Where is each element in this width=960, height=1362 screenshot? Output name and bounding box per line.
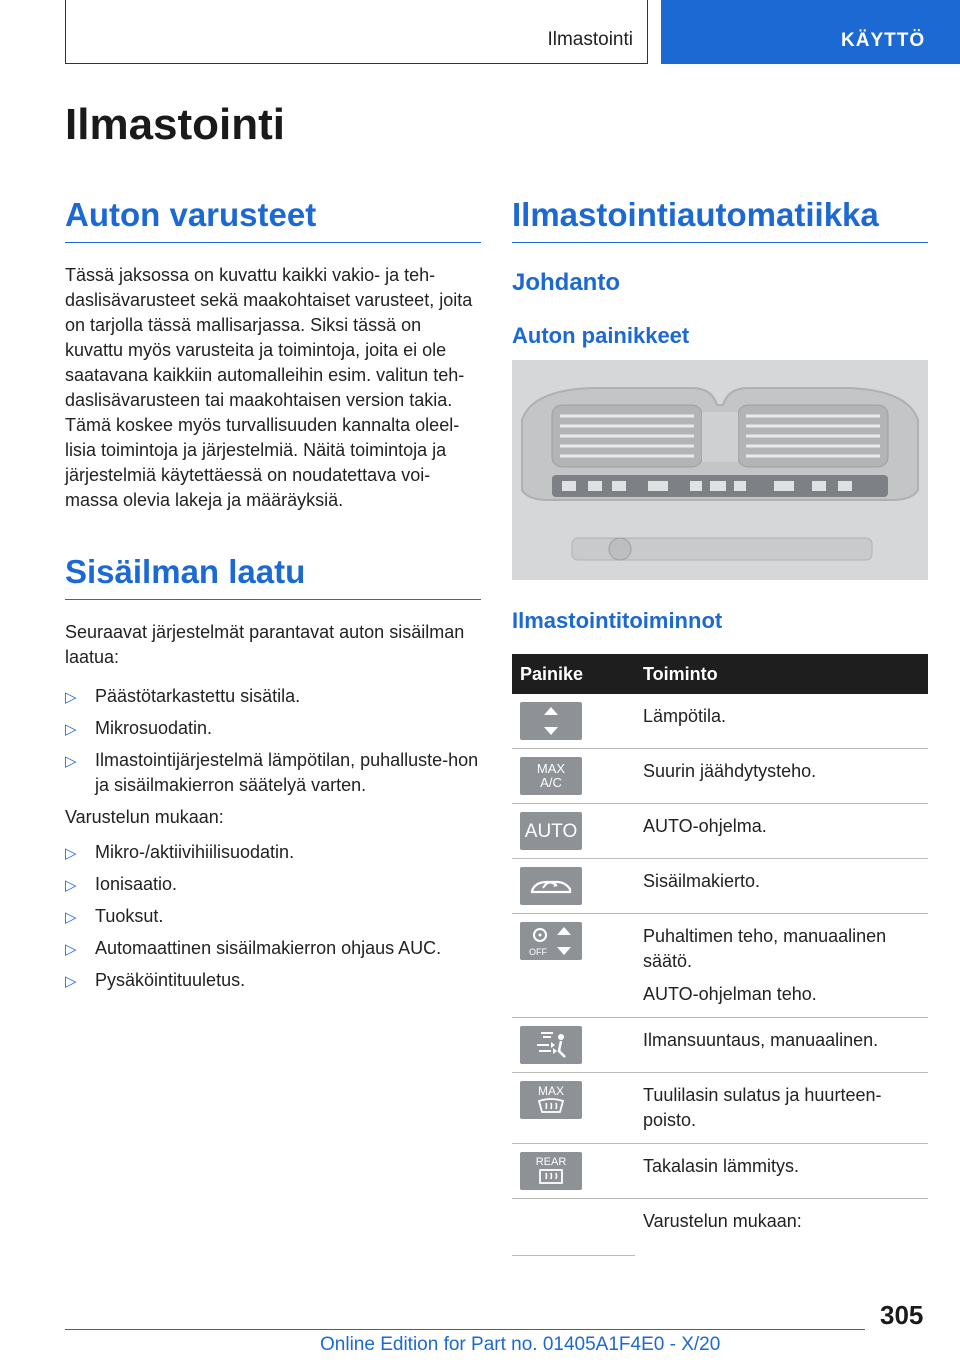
air-distribution-icon — [520, 1026, 582, 1064]
table-cell-function: Takalasin lämmitys. — [635, 1144, 928, 1199]
header-section-box — [65, 0, 648, 64]
right-column-functions — [512, 608, 928, 1256]
bullet-list-standard — [65, 684, 481, 798]
triangle-bullet-icon: ▷ — [65, 753, 77, 770]
table-cell-function: AUTO-ohjelma. — [635, 804, 928, 859]
list-item: ▷ Automaattinen sisäilmakierron ohjaus AUC. — [65, 936, 481, 961]
table-row — [512, 1073, 928, 1144]
table-cell-function: Suurin jäähdytysteho. — [635, 749, 928, 804]
list-item: ▷ Tuoksut. — [65, 904, 481, 929]
table-cell-function: Puhaltimen teho, manuaalinen säätö. — [643, 926, 887, 971]
list-item: ▷ Ionisaatio. — [65, 872, 481, 897]
table-header-row — [512, 654, 928, 694]
page-title: Ilmastointi — [65, 100, 286, 149]
max-ac-icon: MAX A/C — [520, 757, 582, 795]
climate-control-photo — [512, 360, 928, 580]
triangle-bullet-icon: ▷ — [65, 689, 77, 706]
heading-car-buttons: Auton painikkeet — [512, 323, 690, 348]
table-cell-function: Varustelun mukaan: — [643, 1211, 802, 1231]
header-section: Ilmastointi — [547, 29, 633, 50]
list-item: ▷ Mikro-/aktiivihiilisuodatin. — [65, 840, 481, 865]
dashboard-vents-illustration — [512, 360, 928, 580]
temperature-arrows-icon — [520, 702, 582, 740]
heading-climate-automatic: Ilmastointiautomatiikka — [512, 196, 928, 243]
table-cell-function-note: AUTO-ohjelman teho. — [643, 984, 817, 1004]
auto-icon: AUTO — [520, 812, 582, 850]
triangle-bullet-icon: ▷ — [65, 845, 77, 862]
triangle-bullet-icon: ▷ — [65, 721, 77, 738]
triangle-bullet-icon: ▷ — [65, 877, 77, 894]
heading-equipment: Auton varusteet — [65, 196, 481, 243]
header-chapter: KÄYTTÖ — [841, 30, 926, 51]
list-item: ▷ Mikrosuodatin. — [65, 716, 481, 741]
table-row — [512, 914, 928, 1018]
footer-edition-link[interactable]: Online Edition for Part no. 01405A1F4E0 - X/20 — [320, 1334, 721, 1355]
recirculation-icon — [520, 867, 582, 905]
table-row — [512, 694, 928, 749]
functions-table — [512, 654, 928, 1256]
right-column-headings — [512, 196, 928, 349]
table-row — [512, 1018, 928, 1073]
paragraph-equipment: Tässä jaksossa on kuvattu kaikki vakio- ja teh-daslisävarusteet sekä maakohtaiset varusteet, joita on tarjolla tässä mallisarjassa. Siksi tässä on kuvattu myös varusteita ja toimintoja, joita ei ole saatavana kaikkiin automalleihin esim. valitun teh-daslisävarusteen tai maakohtaisen version takia. Tämä koskee myös turvallisuuden kannalta oleel-lisia toimintoja ja järjestelmiä. Näitä toimintoja ja järjestelmiä käytettäessä on noudatettava voi-massa olevia lakeja ja määräyksiä. — [65, 265, 473, 510]
paragraph-air-quality: Seuraavat järjestelmät parantavat auton sisäilman laatua: — [65, 622, 465, 667]
max-defrost-icon: MAX — [520, 1081, 582, 1119]
heading-climate-functions: Ilmastointitoiminnot — [512, 608, 723, 633]
triangle-bullet-icon: ▷ — [65, 941, 77, 958]
table-cell-function: Lämpötila. — [635, 694, 928, 749]
heading-air-quality: Sisäilman laatu — [65, 553, 481, 600]
triangle-bullet-icon: ▷ — [65, 909, 77, 926]
column-header-button: Painike — [512, 654, 635, 694]
table-cell-function: Sisäilmakierto. — [635, 859, 928, 914]
header-chapter-tab[interactable] — [661, 0, 960, 64]
triangle-bullet-icon: ▷ — [65, 973, 77, 990]
table-row — [512, 749, 928, 804]
table-row — [512, 804, 928, 859]
list-item: ▷ Pysäköintituuletus. — [65, 968, 481, 993]
rear-defrost-icon: REAR — [520, 1152, 582, 1190]
table-row — [512, 859, 928, 914]
page-number: 305 — [880, 1300, 924, 1330]
column-header-function: Toiminto — [635, 654, 928, 694]
paragraph-optional: Varustelun mukaan: — [65, 807, 224, 827]
table-row — [512, 1144, 928, 1199]
table-row — [512, 1199, 928, 1256]
heading-introduction: Johdanto — [512, 269, 620, 296]
list-item: ▷ Ilmastointijärjestelmä lämpötilan, puhalluste-hon ja sisäilmakierron säätelyä varten. — [65, 750, 479, 795]
list-item: ▷ Päästötarkastettu sisätila. — [65, 684, 481, 709]
table-cell-function: Tuulilasin sulatus ja huurteen-poisto. — [635, 1073, 928, 1144]
footer-divider — [65, 1329, 865, 1330]
bullet-list-optional — [65, 840, 481, 993]
table-cell-function: Ilmansuuntaus, manuaalinen. — [635, 1018, 928, 1073]
left-column — [65, 196, 481, 1000]
fan-speed-icon: OFF — [520, 922, 582, 960]
